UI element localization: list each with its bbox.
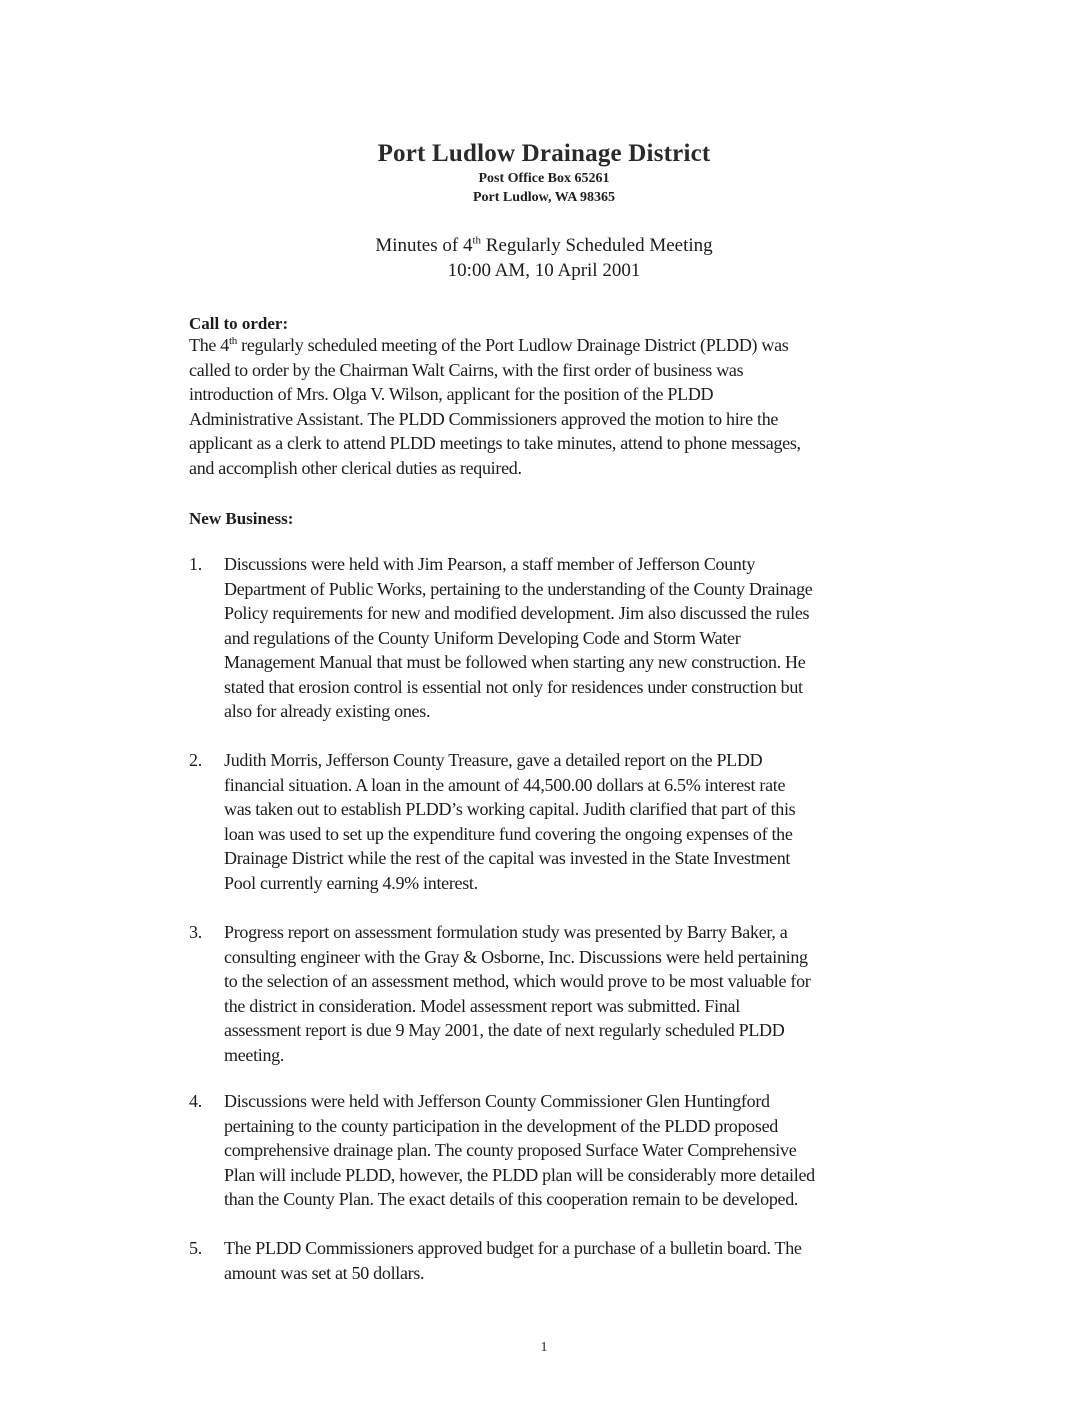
paragraph-line: Administrative Assistant. The PLDD Commissioners approved the motion to hire the xyxy=(189,408,779,429)
call-to-order-heading: Call to order: xyxy=(189,314,289,333)
item-line: Drainage District while the rest of the capital was invested in the State Investment xyxy=(224,848,791,868)
item-line: the district in consideration. Model assessment report was submitted. Final xyxy=(224,995,740,1016)
address-line-2: Port Ludlow, WA 98365 xyxy=(472,190,616,205)
item-line: amount was set at 50 dollars. xyxy=(224,1262,425,1283)
line-text: regularly scheduled meeting of the Port Ludlow Drainage District (PLDD) was xyxy=(236,335,789,355)
paragraph-line: called to order by the Chairman Walt Cairns, with the first order of business was xyxy=(189,359,744,380)
item-line: comprehensive drainage plan. The county proposed Surface Water Comprehensive xyxy=(224,1140,797,1160)
letterhead xyxy=(0,139,1088,207)
new-business-heading: New Business: xyxy=(189,509,294,528)
item-line: financial situation. A loan in the amount of 44,500.00 dollars at 6.5% interest rate xyxy=(224,774,786,795)
list-item xyxy=(189,920,974,1067)
item-text xyxy=(224,748,974,895)
item-line: Policy requirements for new and modified development. Jim also discussed the rules xyxy=(224,603,810,623)
item-text xyxy=(224,1089,974,1212)
meeting-title-prefix: Minutes of 4 xyxy=(375,235,473,256)
meeting-datetime: 10:00 AM, 10 April 2001 xyxy=(447,260,641,281)
call-to-order-paragraph xyxy=(189,333,969,480)
item-line: to the selection of an assessment method, which would prove to be most valuable for xyxy=(224,971,811,991)
item-line: The PLDD Commissioners approved budget for a purchase of a bulletin board. The xyxy=(224,1238,802,1258)
item-number: 1. xyxy=(189,554,202,574)
item-line: Management Manual that must be followed when starting any new construction. He xyxy=(224,652,806,672)
item-line: consulting engineer with the Gray & Osborne, Inc. Discussions were held pertaining xyxy=(224,946,808,967)
paragraph-line: and accomplish other clerical duties as required. xyxy=(189,457,522,478)
paragraph-line xyxy=(189,333,969,358)
item-line: Judith Morris, Jefferson County Treasure, gave a detailed report on the PLDD xyxy=(224,750,763,770)
item-line: Discussions were held with Jefferson County Commissioner Glen Huntingford xyxy=(224,1091,770,1111)
paragraph-line: applicant as a clerk to attend PLDD meetings to take minutes, attend to phone messages, xyxy=(189,433,801,453)
list-item xyxy=(189,552,974,724)
item-line: and regulations of the County Uniform Developing Code and Storm Water xyxy=(224,627,741,648)
item-line: Discussions were held with Jim Pearson, a staff member of Jefferson County xyxy=(224,554,756,574)
list-item xyxy=(189,1236,974,1285)
item-line: stated that erosion control is essential not only for residences under construction but xyxy=(224,676,803,697)
item-text xyxy=(224,552,974,724)
item-number: 3. xyxy=(189,922,202,942)
address-line-1: Post Office Box 65261 xyxy=(478,171,610,186)
item-line: assessment report is due 9 May 2001, the date of next regularly scheduled PLDD xyxy=(224,1020,785,1040)
item-text xyxy=(224,1236,974,1285)
item-line: meeting. xyxy=(224,1044,285,1065)
meeting-title xyxy=(0,233,1088,258)
item-number: 2. xyxy=(189,750,202,770)
meeting-title-suffix: Regularly Scheduled Meeting xyxy=(481,235,713,256)
item-line: Pool currently earning 4.9% interest. xyxy=(224,872,478,893)
paragraph-line: introduction of Mrs. Olga V. Wilson, applicant for the position of the PLDD xyxy=(189,384,714,404)
item-line: Department of Public Works, pertaining to the understanding of the County Drainage xyxy=(224,578,813,599)
line-prefix: The 4 xyxy=(189,335,229,355)
item-text xyxy=(224,920,974,1067)
list-item xyxy=(189,1089,974,1212)
item-line: loan was used to set up the expenditure fund covering the ongoing expenses of the xyxy=(224,823,793,844)
item-line: was taken out to establish PLDD’s working capital. Judith clarified that part of this xyxy=(224,799,796,819)
page-number: 1 xyxy=(540,1340,548,1355)
item-line: Progress report on assessment formulation study was presented by Barry Baker, a xyxy=(224,922,788,942)
item-line: than the County Plan. The exact details of this cooperation remain to be developed. xyxy=(224,1189,799,1209)
item-line: Plan will include PLDD, however, the PLDD plan will be considerably more detailed xyxy=(224,1164,815,1185)
ordinal-suffix: th xyxy=(472,234,482,247)
item-line: pertaining to the county participation in the development of the PLDD proposed xyxy=(224,1115,778,1136)
item-number: 5. xyxy=(189,1238,202,1258)
organization-name: Port Ludlow Drainage District xyxy=(377,140,711,167)
item-number: 4. xyxy=(189,1091,202,1111)
list-item xyxy=(189,748,974,895)
meeting-title-block xyxy=(0,233,1088,283)
ordinal-suffix: th xyxy=(229,335,237,347)
item-line: also for already existing ones. xyxy=(224,701,431,721)
